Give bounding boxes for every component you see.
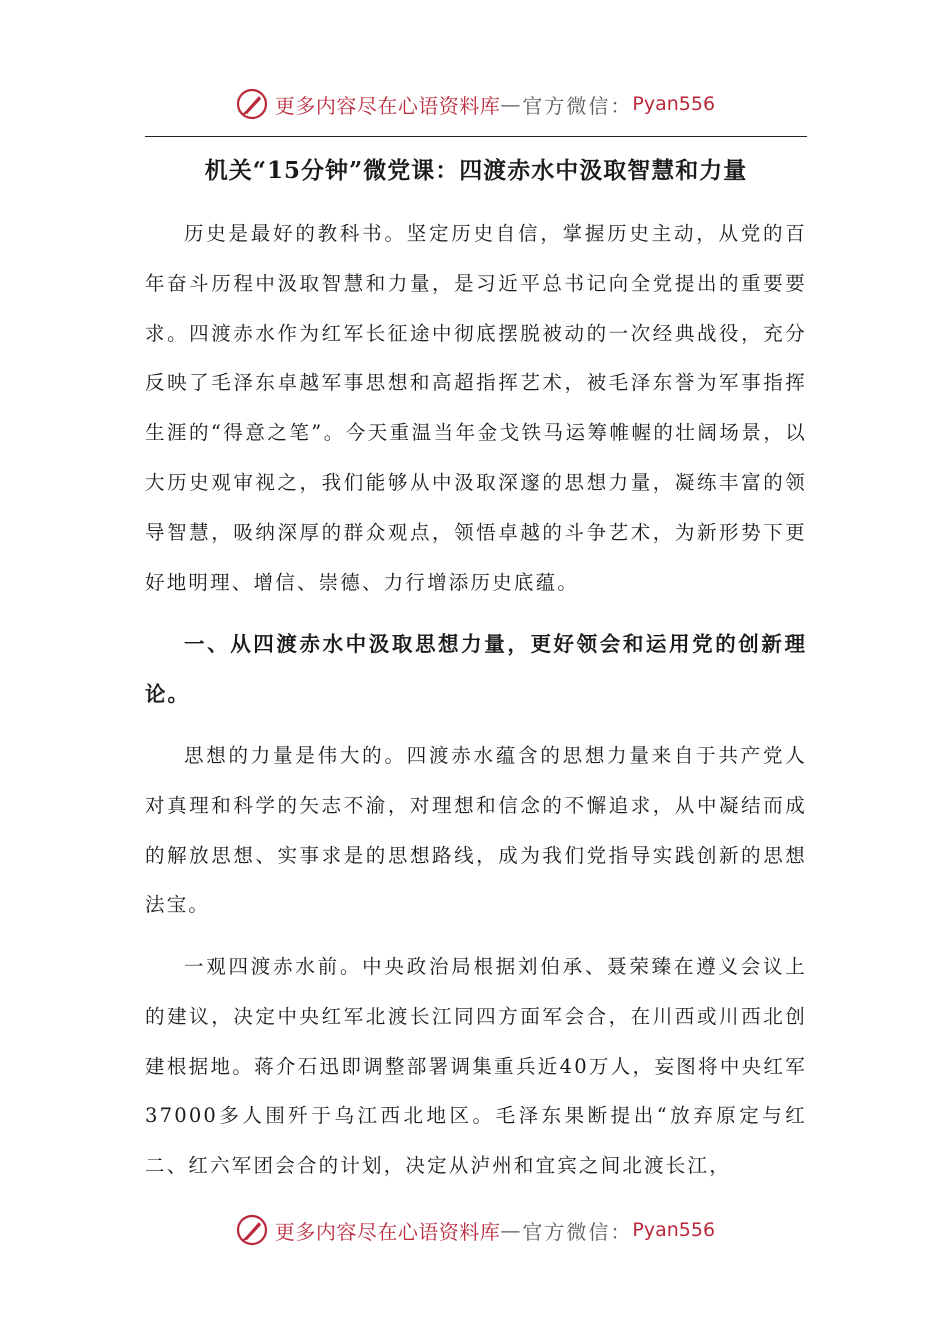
watermark-banner-bottom [0,1210,950,1250]
watermark-id: Pyan556 [632,93,716,115]
quill-logo-icon [235,1213,269,1247]
quill-logo-icon [235,87,269,121]
watermark-id: Pyan556 [632,1219,716,1241]
watermark-main-text: 更多内容尽在心语资料库 [274,93,501,118]
watermark-dash: — [500,92,523,116]
watermark-dash: — [500,1218,523,1242]
section-heading-1: 一、从四渡赤水中汲取思想力量，更好领会和运用党的创新理论。 [145,632,807,706]
header-rule [145,136,807,137]
watermark-suffix: 官方微信： [522,93,633,118]
watermark-suffix: 官方微信： [522,1219,633,1244]
paragraph-thought-power: 思想的力量是伟大的。四渡赤水蕴含的思想力量来自于共产党人对真理和科学的矢志不渝，对理想和信念的不懈追求，从中凝结而成的解放思想、实事求是的思想路线，成为我们党指导实践创新的思想法宝。 [145,744,807,917]
watermark-main-text: 更多内容尽在心语资料库 [274,1219,501,1244]
paragraph-intro: 历史是最好的教科书。坚定历史自信，掌握历史主动，从党的百年奋斗历程中汲取智慧和力量，是习近平总书记向全党提出的重要要求。四渡赤水作为红军长征途中彻底摆脱被动的一次经典战役，充分反映了毛泽东卓越军事思想和高超指挥艺术，被毛泽东誉为军事指挥生涯的“得意之笔”。今天重温当年金戈铁马运筹帷幄的壮阔场景，以大历史观审视之，我们能够从中汲取深邃的思想力量，凝练丰富的领导智慧，吸纳深厚的群众观点，领悟卓越的斗争艺术，为新形势下更好地明理、增信、崇德、力行增添历史底蕴。 [145,222,807,594]
paragraph-before-crossing: 一观四渡赤水前。中央政治局根据刘伯承、聂荣臻在遵义会议上的建议，决定中央红军北渡长江同四方面军会合，在川西或川西北创建根据地。蒋介石迅即调整部署调集重兵近40万人，妄图将中央红军37000多人围歼于乌江西北地区。毛泽东果断提出“放弃原定与红二、红六军团会合的计划，决定从泸州和宜宾之间北渡长江， [145,955,807,1178]
document-title: 机关“15分钟”微党课：四渡赤水中汲取智慧和力量 [204,157,748,184]
watermark-banner-top [0,84,950,124]
